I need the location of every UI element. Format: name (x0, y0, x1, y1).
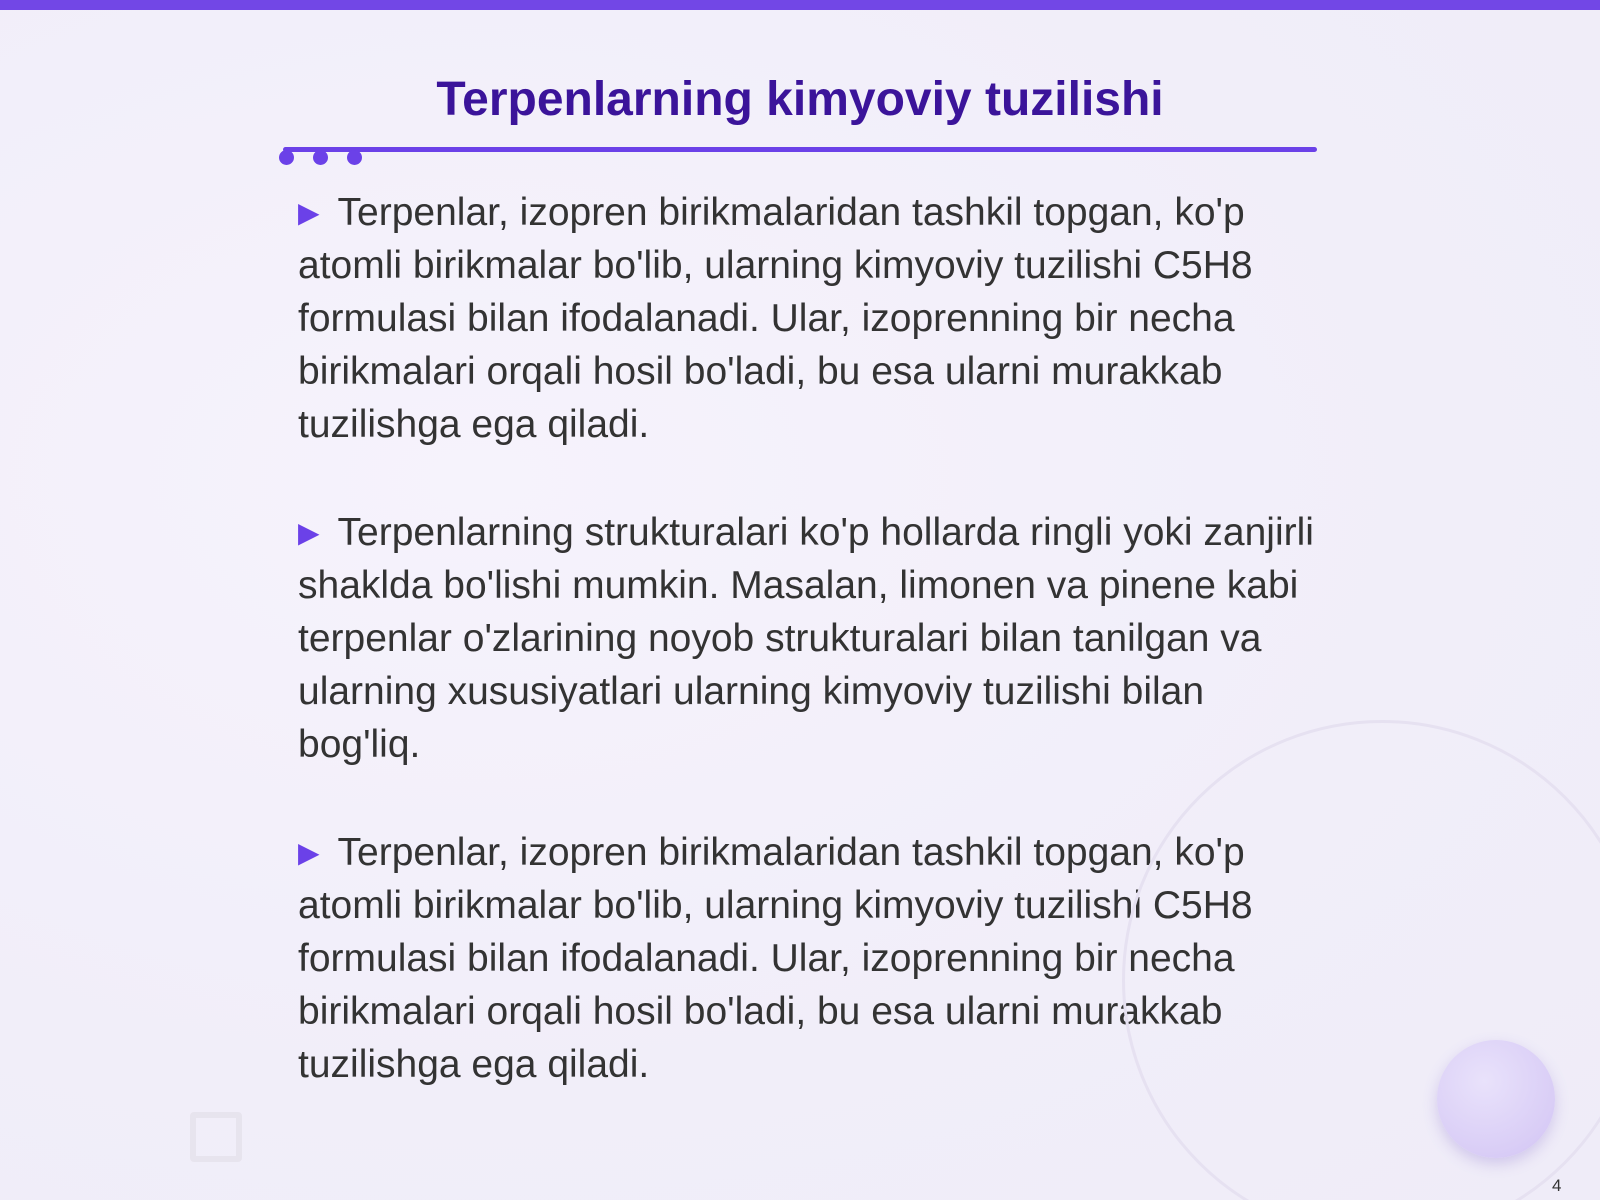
triangle-bullet-icon: ▶ (298, 197, 320, 228)
bullet-paragraph (298, 506, 1318, 771)
decorative-square (190, 1112, 242, 1162)
top-accent-bar (0, 0, 1600, 10)
paragraph-text: Terpenlarning strukturalari ko'p hollarda ringli yoki zanjirli shakldа bo'lishi mumkin. Masalan, limonen va pinene kabi terpenlar o'zlarining noyob strukturalari bilan tanilgan va ularning xususiyatlari ularning kimyoviy tuzilishi bilan bog'liq. (298, 511, 1314, 766)
decorative-dot (279, 150, 294, 165)
triangle-bullet-icon: ▶ (298, 517, 320, 548)
decorative-orb (1437, 1040, 1555, 1158)
triangle-bullet-icon: ▶ (298, 837, 320, 868)
page-number: 4 (1552, 1176, 1562, 1195)
bullet-paragraph (298, 186, 1318, 451)
slide-title: Terpenlarning kimyoviy tuzilishi (436, 73, 1164, 126)
paragraph-text: Terpenlar, izopren birikmalaridan tashkil topgan, ko'p atomli birikmalar bo'lib, ularning kimyoviy tuzilishi C5H8 formulasi bilan ifodalanadi. Ular, izoprenning bir necha birikmalari orqali hosil bo'ladi, bu esa ularni murakkab tuzilishga ega qiladi. (298, 191, 1253, 446)
paragraph-text: Terpenlar, izopren birikmalaridan tashkil topgan, ko'p atomli birikmalar bo'lib, ularning kimyoviy tuzilishi C5H8 formulasi bilan ifodalanadi. Ular, izoprenning bir necha birikmalari orqali hosil bo'ladi, bu esa ularni murakkab tuzilishga ega qiladi. (298, 831, 1253, 1086)
title-underline (283, 147, 1317, 152)
decorative-dot (313, 150, 328, 165)
decorative-dot (347, 150, 362, 165)
